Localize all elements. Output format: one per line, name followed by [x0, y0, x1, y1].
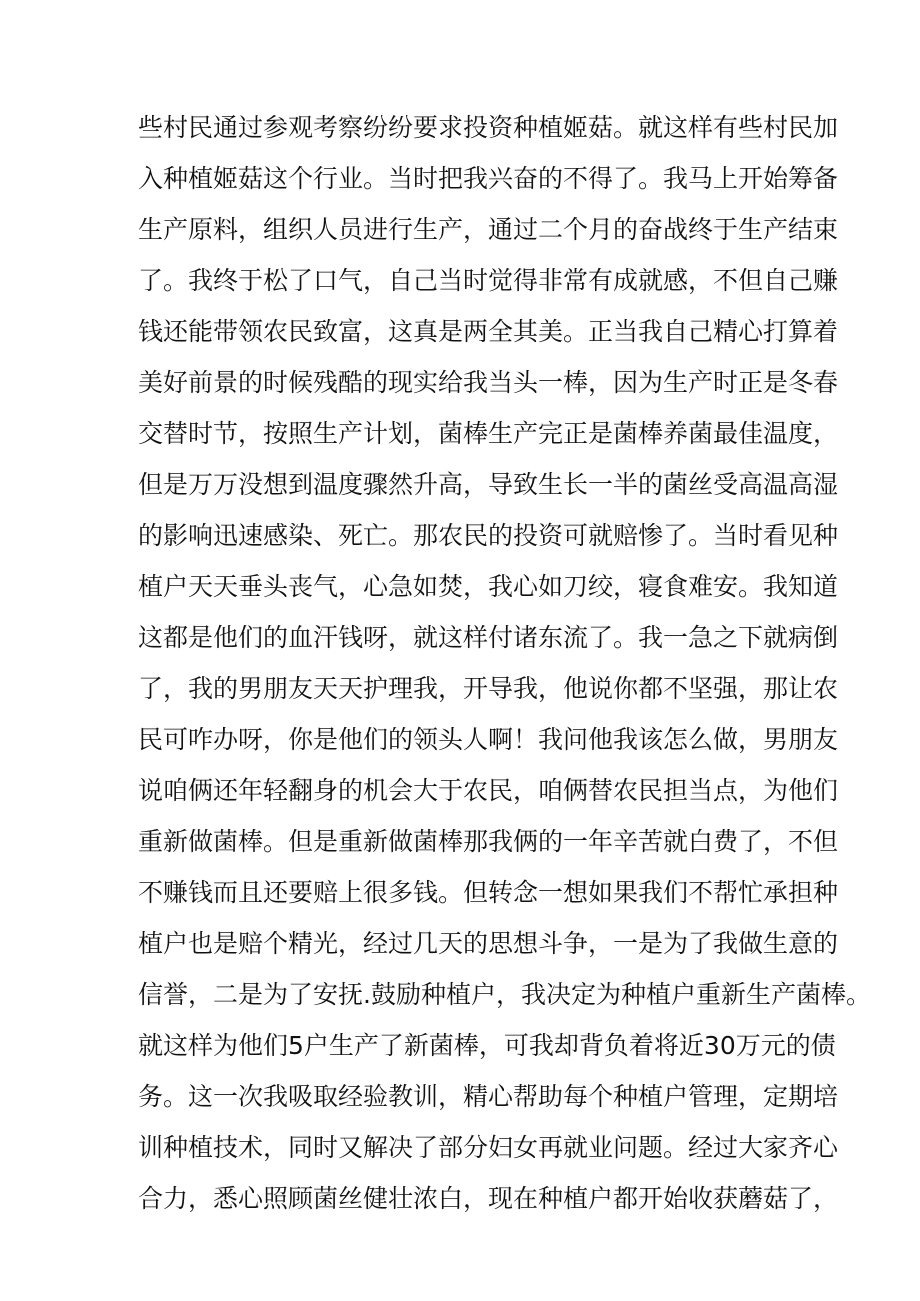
text-line-9: 的影响迅速感染、死亡。那农民的投资可就赔惨了。当时看见种 — [138, 521, 839, 550]
text-line-15: 重新做菌棒。但是重新做菌棒那我俩的一年辛苦就白费了，不但 — [138, 827, 839, 856]
text-line-5: 钱还能带领农民致富，这真是两全其美。正当我自己精心打算着 — [138, 317, 839, 346]
text-line-4: 了。我终于松了口气，自己当时觉得非常有成就感，不但自己赚 — [138, 266, 839, 295]
text-line-17: 植户也是赔个精光，经过几天的思想斗争，一是为了我做生意的 — [138, 929, 839, 958]
text-line-14: 说咱俩还年轻翻身的机会大于农民，咱俩替农民担当点，为他们 — [138, 776, 839, 805]
text-line-19: 就这样为他们5户生产了新菌棒，可我却背负着将近30万元的债 — [138, 1031, 836, 1060]
text-line-8: 但是万万没想到温度骤然升高，导致生长一半的菌丝受高温高湿 — [138, 470, 839, 499]
text-line-1: 些村民通过参观考察纷纷要求投资种植姬菇。就这样有些村民加 — [138, 113, 839, 142]
text-line-11: 这都是他们的血汗钱呀，就这样付诸东流了。我一急之下就病倒 — [138, 623, 839, 652]
text-line-6: 美好前景的时候残酷的现实给我当头一棒，因为生产时正是冬春 — [138, 368, 839, 397]
text-line-18: 信誉，二是为了安抚.鼓励种植户，我决定为种植户重新生产菌棒。 — [138, 980, 871, 1009]
text-line-13: 民可咋办呀，你是他们的领头人啊！我问他我该怎么做，男朋友 — [138, 725, 839, 754]
text-line-3: 生产原料，组织人员进行生产，通过二个月的奋战终于生产结束 — [138, 215, 839, 244]
text-line-7: 交替时节，按照生产计划，菌棒生产完正是菌棒养菌最佳温度， — [138, 419, 839, 448]
text-line-16: 不赚钱而且还要赔上很多钱。但转念一想如果我们不帮忙承担种 — [138, 878, 839, 907]
text-line-20: 务。这一次我吸取经验教训，精心帮助每个种植户管理，定期培 — [138, 1082, 839, 1111]
text-line-12: 了，我的男朋友天天护理我，开导我，他说你都不坚强，那让农 — [138, 674, 839, 703]
text-line-21: 训种植技术，同时又解决了部分妇女再就业问题。经过大家齐心 — [138, 1133, 839, 1162]
text-line-10: 植户天天垂头丧气，心急如焚，我心如刀绞，寝食难安。我知道 — [138, 572, 839, 601]
text-line-22: 合力，悉心照顾菌丝健壮浓白，现在种植户都开始收获蘑菇了， — [138, 1184, 839, 1213]
text-line-2: 入种植姬菇这个行业。当时把我兴奋的不得了。我马上开始筹备 — [138, 164, 839, 193]
